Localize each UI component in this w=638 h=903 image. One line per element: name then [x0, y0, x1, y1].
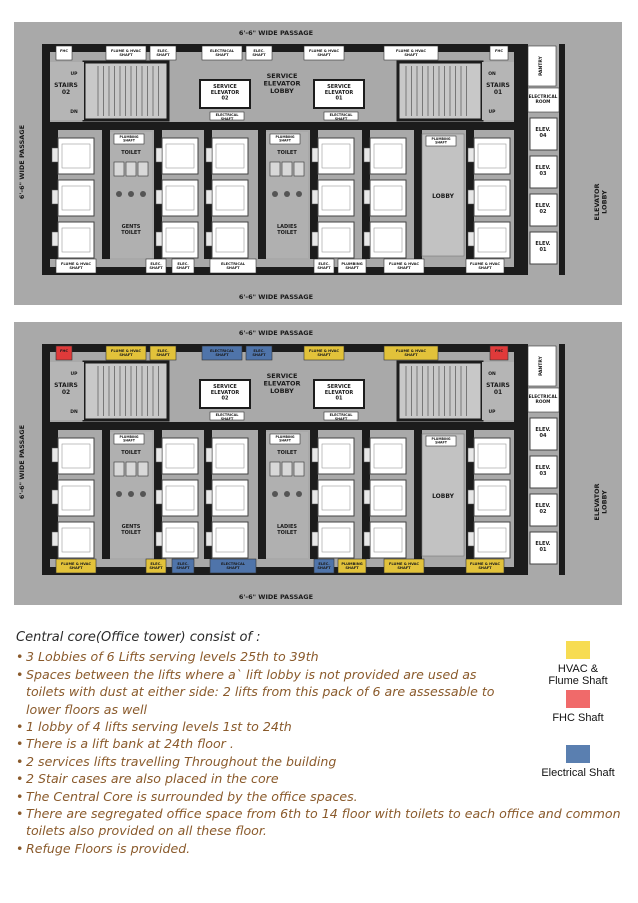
elevator-car [212, 138, 248, 174]
wash-basin [116, 491, 122, 497]
stairs-02-label: STAIRS 02 [54, 82, 78, 96]
up-label: UP [488, 410, 496, 415]
outer-wall [522, 44, 528, 275]
core-wall [102, 130, 110, 259]
elevator-door [364, 232, 370, 246]
wash-basin [128, 191, 134, 197]
shaft-label: ELEC. SHAFT [156, 49, 170, 58]
elevator-car [318, 222, 354, 258]
core-wall [102, 430, 110, 559]
wash-basin [116, 191, 122, 197]
shaft-label: FLUME & HVAC SHAFT [388, 562, 420, 571]
elevator-door [52, 232, 58, 246]
shaft-label: ELEC. SHAFT [317, 562, 331, 571]
note-item: • 2 services lifts travelling Throughout the building [16, 753, 516, 770]
toilet-stall [138, 162, 148, 176]
elevator-door [468, 532, 474, 546]
toilet-stall [138, 462, 148, 476]
elev-label: ELEV. 02 [535, 203, 551, 215]
elevator-door [312, 448, 318, 462]
wash-basin [296, 191, 302, 197]
elevator-door [206, 490, 212, 504]
up-label: UP [488, 110, 496, 115]
elevator-door [364, 190, 370, 204]
plan-svg [14, 322, 622, 605]
up-label: UP [70, 72, 78, 77]
elevator-door [468, 190, 474, 204]
elevator-car [58, 438, 94, 474]
elevator-lobby-label: ELEVATORLOBBY [593, 483, 609, 521]
elevator-door [206, 190, 212, 204]
toilet-stall [114, 162, 124, 176]
shaft-label: ELEC. SHAFT [317, 262, 331, 271]
legend-hvac [528, 641, 628, 687]
elev-label: ELEV. 03 [535, 465, 551, 477]
shaft-label: PLUMBING SHAFT [431, 137, 451, 145]
shaft-label: ELEC. SHAFT [176, 262, 190, 271]
outer-wall [559, 344, 565, 575]
dn-label: DN [70, 110, 78, 115]
shaft-label: FLUME & HVAC SHAFT [308, 349, 340, 358]
elevator-car [318, 138, 354, 174]
outer-wall [42, 44, 50, 275]
legend-label: HVAC & Flume Shaft [548, 663, 608, 687]
shaft-label: ELEC. SHAFT [149, 262, 163, 271]
wash-basin [284, 491, 290, 497]
elevator-door [364, 490, 370, 504]
elevator-car [212, 438, 248, 474]
elevator-car [318, 438, 354, 474]
elevator-door [312, 232, 318, 246]
elevator-door [156, 148, 162, 162]
left-passage-label: 6'-6" WIDE PASSAGE [18, 424, 26, 500]
note-item: • 1 lobby of 4 lifts serving levels 1st to 24th [16, 718, 516, 735]
stairs-02 [84, 362, 168, 420]
service-elevator-lobby-label: SERVICE ELEVATOR LOBBY [263, 372, 301, 395]
shaft-label: ELECTRICAL SHAFT [220, 562, 246, 571]
stairs-01-label: STAIRS 01 [486, 82, 510, 96]
stairs-01-label: STAIRS 01 [486, 382, 510, 396]
fhc-swatch [566, 690, 590, 708]
bottom-passage-label: 6'-6" WIDE PASSAGE [238, 593, 314, 601]
pantry-label: PANTRY [539, 356, 544, 376]
toilet-stall [270, 462, 280, 476]
core-wall [50, 122, 514, 130]
hvac-swatch [566, 641, 590, 659]
elevator-car [162, 438, 198, 474]
elev-label: ELEV. 02 [535, 503, 551, 515]
elevator-door [364, 532, 370, 546]
note-item: • Refuge Floors is provided. [16, 840, 516, 857]
outer-wall [42, 344, 50, 575]
note-item: • 2 Stair cases are also placed in the core [16, 770, 516, 787]
floor-plan-plain [14, 22, 622, 305]
service-elevator-lobby-label: SERVICE ELEVATOR LOBBY [263, 72, 301, 95]
toilet-label: TOILET [277, 150, 297, 156]
shaft-label: FLUME & HVAC SHAFT [110, 49, 142, 58]
shaft-label: PLUMBING SHAFT [275, 135, 295, 143]
outer-wall [42, 567, 522, 575]
elevator-door [364, 148, 370, 162]
elevator-car [58, 480, 94, 516]
toilet-stall [270, 162, 280, 176]
ladies-toilet-label: LADIES TOILET [276, 524, 298, 536]
elevator-door [156, 448, 162, 462]
shaft-label: ELEC. SHAFT [252, 49, 266, 58]
shaft-label: PLUMBING SHAFT [341, 562, 363, 571]
elevator-car [474, 138, 510, 174]
outer-wall [522, 344, 528, 575]
toilet-stall [294, 162, 304, 176]
core-wall [414, 430, 422, 559]
ladies-toilet-label: LADIES TOILET [276, 224, 298, 236]
lobby-label: LOBBY [432, 493, 454, 500]
elevator-car [370, 138, 406, 174]
shaft-label: FLUME & HVAC SHAFT [388, 262, 420, 271]
note-item: • 3 Lobbies of 6 Lifts serving levels 25th to 39th [16, 648, 516, 665]
notes-title: Central core(Office tower) consist of : [16, 630, 261, 645]
elevator-car [474, 480, 510, 516]
wash-basin [140, 491, 146, 497]
shaft-label: FLUME & HVAC SHAFT [110, 349, 142, 358]
elevator-door [52, 532, 58, 546]
elevator-car [212, 522, 248, 558]
elevator-door [468, 448, 474, 462]
elevator-door [52, 148, 58, 162]
service-elevator-01-label: SERVICE ELEVATOR 01 [324, 84, 354, 102]
elevator-door [312, 490, 318, 504]
elevator-car [370, 480, 406, 516]
stairs-01 [398, 62, 482, 120]
note-item: • The Central Core is surrounded by the office spaces. [16, 788, 516, 805]
shaft-label: ELECTRICAL SHAFT [215, 413, 239, 421]
elevator-car [474, 522, 510, 558]
elevator-door [52, 448, 58, 462]
elevator-door [468, 232, 474, 246]
elevator-door [52, 490, 58, 504]
elevator-car [318, 522, 354, 558]
on-label: ON [488, 72, 496, 77]
elevator-car [318, 180, 354, 216]
elev-label: ELEV. 04 [535, 127, 551, 139]
bottom-passage-label: 6'-6" WIDE PASSAGE [238, 293, 314, 301]
lobby-label: LOBBY [432, 193, 454, 200]
elevator-car [370, 180, 406, 216]
elev-label: ELEV. 03 [535, 165, 551, 177]
outer-wall [514, 44, 522, 275]
elevator-door [312, 190, 318, 204]
on-label: ON [488, 372, 496, 377]
shaft-label: ELECTRICAL SHAFT [209, 49, 235, 58]
stairs-02-label: STAIRS 02 [54, 382, 78, 396]
elevator-car [318, 480, 354, 516]
service-elevator-02-label: SERVICE ELEVATOR 02 [210, 84, 240, 102]
elevator-car [212, 222, 248, 258]
top-passage-label: 6'-6" WIDE PASSAGE [238, 329, 314, 337]
core-wall [50, 422, 514, 430]
outer-wall [559, 44, 565, 275]
elevator-door [206, 148, 212, 162]
shaft-label: FLUME & HVAC SHAFT [395, 49, 427, 58]
elevator-door [206, 448, 212, 462]
elev-label: ELEV. 01 [535, 541, 551, 553]
toilet-stall [126, 162, 136, 176]
shaft-label: FHC [59, 49, 69, 53]
legend-label: Electrical Shaft [541, 767, 615, 779]
shaft-label: FHC [494, 349, 504, 353]
legend-label: FHC Shaft [552, 712, 604, 724]
service-elevator-02-label: SERVICE ELEVATOR 02 [210, 384, 240, 402]
toilet-stall [114, 462, 124, 476]
wash-basin [140, 191, 146, 197]
shaft-label: PLUMBING SHAFT [275, 435, 295, 443]
shaft-label: ELEC. SHAFT [149, 562, 163, 571]
shaft-label: FLUME & HVAC SHAFT [469, 562, 501, 571]
elevator-lobby-label: ELEVATORLOBBY [593, 183, 609, 221]
shaft-label: ELECTRICAL SHAFT [329, 413, 353, 421]
elevator-car [370, 522, 406, 558]
toilet-stall [294, 462, 304, 476]
core-wall [258, 430, 266, 559]
toilet-stall [282, 162, 292, 176]
shaft-label: ELECTRICAL SHAFT [215, 113, 239, 121]
elevator-door [156, 532, 162, 546]
elevator-door [312, 532, 318, 546]
toilet-stall [282, 462, 292, 476]
elevator-door [206, 232, 212, 246]
shaft-label: FLUME & HVAC SHAFT [60, 562, 92, 571]
legend-fhc [528, 690, 628, 724]
elevator-door [52, 190, 58, 204]
toilet-stall [126, 462, 136, 476]
elevator-car [162, 480, 198, 516]
shaft-label: FHC [59, 349, 69, 353]
dn-label: DN [70, 410, 78, 415]
electrical-room-label: ELECTRICAL ROOM [528, 395, 558, 405]
elevator-car [474, 438, 510, 474]
top-passage-label: 6'-6" WIDE PASSAGE [238, 29, 314, 37]
toilet-label: TOILET [121, 150, 141, 156]
outer-wall [514, 344, 522, 575]
shaft-label: ELECTRICAL SHAFT [220, 262, 246, 271]
elevator-car [370, 222, 406, 258]
elevator-car [162, 180, 198, 216]
shaft-label: FHC [494, 49, 504, 53]
elev-label: ELEV. 01 [535, 241, 551, 253]
wash-basin [272, 191, 278, 197]
elevator-door [156, 232, 162, 246]
elevator-car [58, 180, 94, 216]
elevator-door [364, 448, 370, 462]
elevator-door [468, 148, 474, 162]
wash-basin [284, 191, 290, 197]
elevator-car [474, 180, 510, 216]
gents-toilet-label: GENTS TOILET [121, 524, 141, 536]
shaft-label: ELECTRICAL SHAFT [209, 349, 235, 358]
up-label: UP [70, 372, 78, 377]
note-item: • Spaces between the lifts where a` lift lobby is not provided are used as toilets with dust at either side: 2 lifts from this pack of 6 are assessable to lower floors as well [16, 666, 516, 718]
toilet-label: TOILET [277, 450, 297, 456]
elevator-car [370, 438, 406, 474]
shaft-label: FLUME & HVAC SHAFT [395, 349, 427, 358]
pantry-label: PANTRY [539, 56, 544, 76]
electrical-swatch [566, 745, 590, 763]
shaft-label: ELEC. SHAFT [176, 562, 190, 571]
toilet-label: TOILET [121, 450, 141, 456]
shaft-label: PLUMBING SHAFT [119, 435, 139, 443]
elevator-car [162, 138, 198, 174]
elevator-car [474, 222, 510, 258]
outer-wall [42, 267, 522, 275]
left-passage-label: 6'-6" WIDE PASSAGE [18, 124, 26, 200]
elevator-door [312, 148, 318, 162]
stairs-01 [398, 362, 482, 420]
note-item: • There are segregated office space from 6th to 14 floor with toilets to each office and common toilets also provided on all these floor. [16, 805, 626, 840]
elevator-car [162, 522, 198, 558]
gents-toilet-label: GENTS TOILET [121, 224, 141, 236]
wash-basin [272, 491, 278, 497]
shaft-label: ELEC. SHAFT [156, 349, 170, 358]
service-elevator-01-label: SERVICE ELEVATOR 01 [324, 384, 354, 402]
shaft-label: ELECTRICAL SHAFT [329, 113, 353, 121]
legend-electrical [528, 745, 628, 779]
stairs-02 [84, 62, 168, 120]
floor-plan-colored-shafts [14, 322, 622, 605]
shaft-label: FLUME & HVAC SHAFT [60, 262, 92, 271]
shaft-label: PLUMBING SHAFT [341, 262, 363, 271]
elevator-car [58, 222, 94, 258]
elevator-car [212, 180, 248, 216]
elevator-door [468, 490, 474, 504]
shaft-label: PLUMBING SHAFT [119, 135, 139, 143]
plan-svg [14, 22, 622, 305]
wash-basin [128, 491, 134, 497]
electrical-room-label: ELECTRICAL ROOM [528, 95, 558, 105]
shaft-label: ELEC. SHAFT [252, 349, 266, 358]
wash-basin [296, 491, 302, 497]
elevator-car [58, 138, 94, 174]
shaft-label: PLUMBING SHAFT [431, 437, 451, 445]
core-wall [258, 130, 266, 259]
elevator-car [162, 222, 198, 258]
shaft-label: FLUME & HVAC SHAFT [469, 262, 501, 271]
core-wall [414, 130, 422, 259]
elevator-car [58, 522, 94, 558]
shaft-label: FLUME & HVAC SHAFT [308, 49, 340, 58]
note-item: • There is a lift bank at 24th floor . [16, 735, 516, 752]
elevator-car [212, 480, 248, 516]
elev-label: ELEV. 04 [535, 427, 551, 439]
elevator-door [206, 532, 212, 546]
elevator-door [156, 190, 162, 204]
elevator-door [156, 490, 162, 504]
